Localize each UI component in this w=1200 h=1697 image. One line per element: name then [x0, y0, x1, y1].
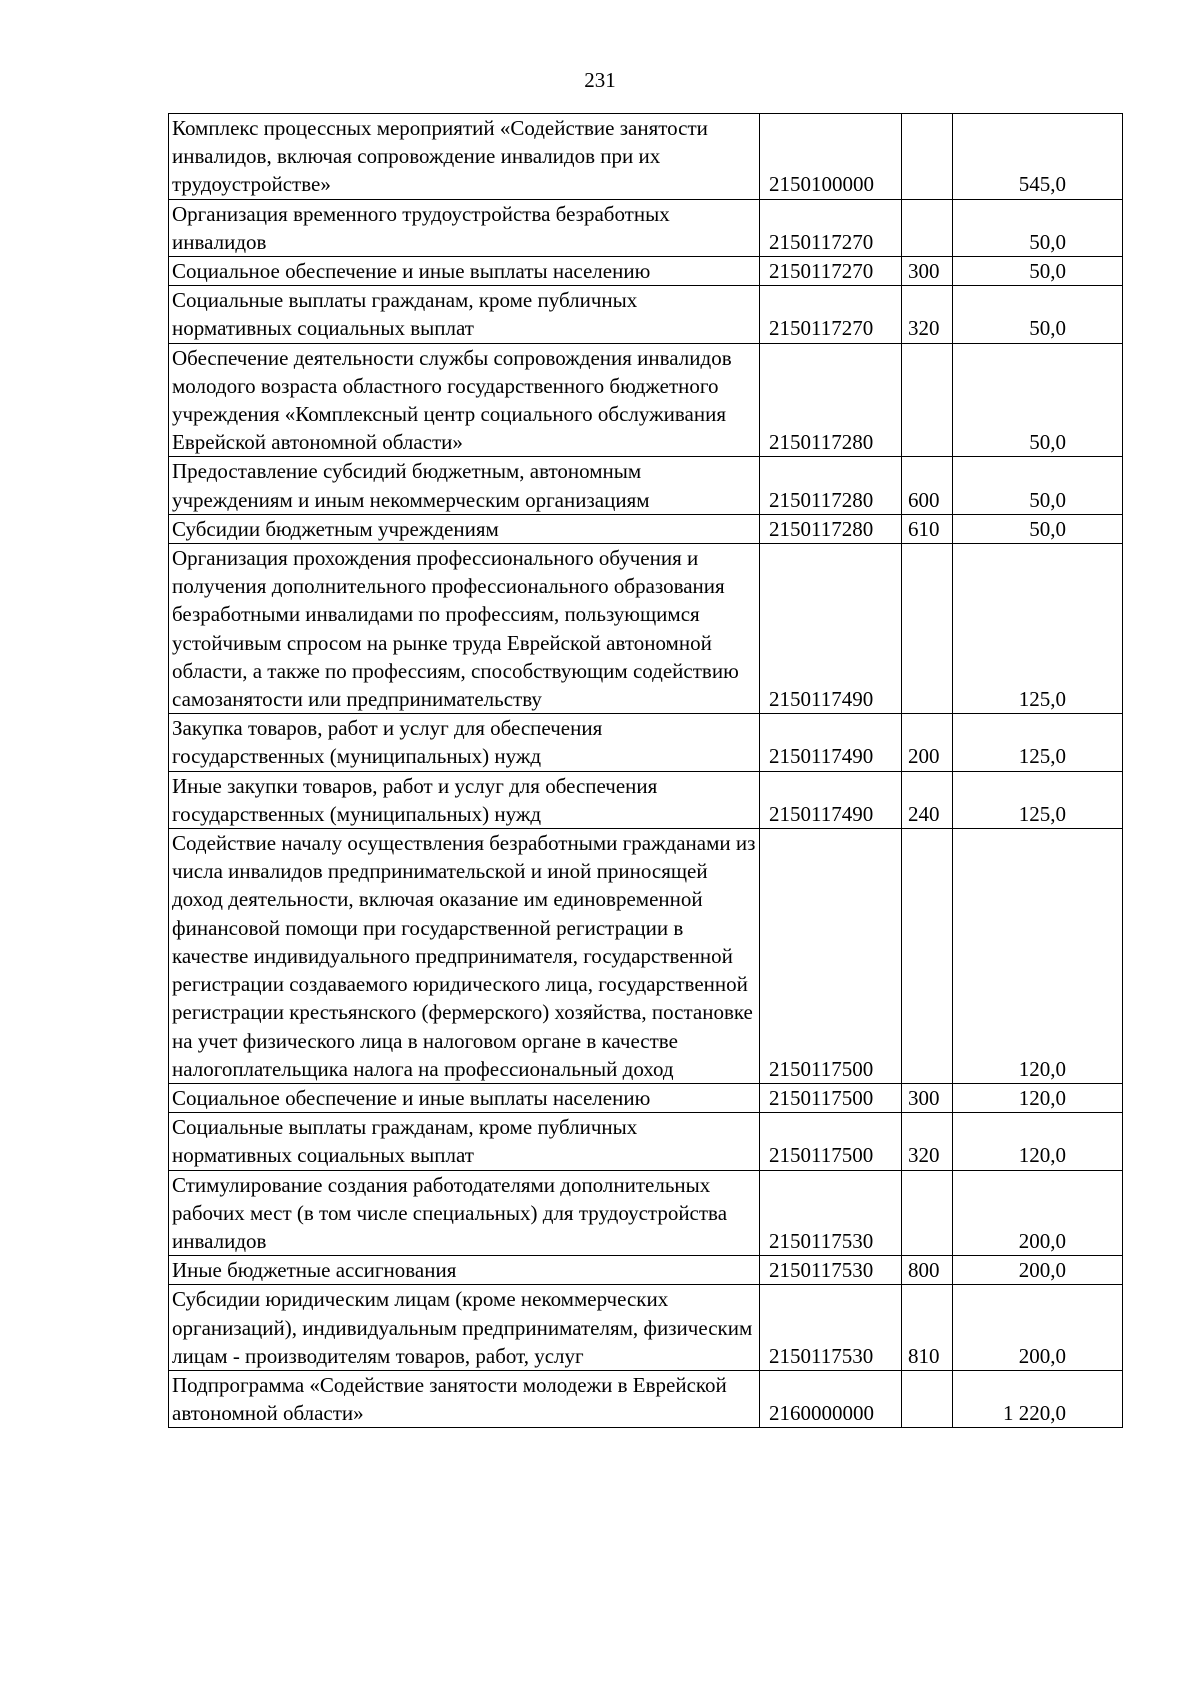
row-amount-cell: 120,0 — [953, 1113, 1123, 1170]
row-expense-type-cell — [902, 1170, 953, 1256]
row-name-cell: Социальное обеспечение и иные выплаты населению — [169, 257, 760, 286]
table-row — [169, 457, 1123, 514]
row-name-cell: Субсидии юридическим лицам (кроме некоммерческих организаций), индивидуальным предпринимателям, физическим лицам - производителям товаров, работ, услуг — [169, 1285, 760, 1371]
row-amount-cell: 120,0 — [953, 1083, 1123, 1112]
row-name-cell: Социальные выплаты гражданам, кроме публичных нормативных социальных выплат — [169, 1113, 760, 1170]
row-code-cell: 2150117280 — [760, 514, 902, 543]
page-number: 231 — [584, 68, 616, 92]
row-amount-cell: 125,0 — [953, 544, 1123, 714]
table-row — [169, 514, 1123, 543]
row-code-cell: 2150117270 — [760, 199, 902, 256]
row-name-cell: Социальное обеспечение и иные выплаты населению — [169, 1083, 760, 1112]
row-expense-type-cell — [902, 829, 953, 1084]
table-row — [169, 1170, 1123, 1256]
row-code-cell: 2150117270 — [760, 257, 902, 286]
table-row — [169, 199, 1123, 256]
row-code-cell: 2150117500 — [760, 1113, 902, 1170]
row-amount-cell: 50,0 — [953, 199, 1123, 256]
row-code-cell: 2150117280 — [760, 457, 902, 514]
row-code-cell: 2160000000 — [760, 1370, 902, 1427]
row-expense-type-cell — [902, 544, 953, 714]
row-expense-type-cell: 320 — [902, 1113, 953, 1170]
row-expense-type-cell — [902, 343, 953, 457]
table-row — [169, 714, 1123, 771]
row-code-cell: 2150117530 — [760, 1285, 902, 1371]
row-code-cell: 2150117530 — [760, 1256, 902, 1285]
table-row — [169, 257, 1123, 286]
budget-table — [168, 113, 1123, 1428]
row-code-cell: 2150117490 — [760, 771, 902, 828]
row-amount-cell: 50,0 — [953, 286, 1123, 343]
row-code-cell: 2150117490 — [760, 714, 902, 771]
row-expense-type-cell: 610 — [902, 514, 953, 543]
table-row — [169, 544, 1123, 714]
row-name-cell: Комплекс процессных мероприятий «Содействие занятости инвалидов, включая сопровождение инвалидов при их трудоустройстве» — [169, 114, 760, 200]
row-amount-cell: 200,0 — [953, 1285, 1123, 1371]
table-row — [169, 286, 1123, 343]
row-code-cell: 2150100000 — [760, 114, 902, 200]
row-name-cell: Подпрограмма «Содействие занятости молодежи в Еврейской автономной области» — [169, 1370, 760, 1427]
row-code-cell: 2150117530 — [760, 1170, 902, 1256]
row-expense-type-cell: 200 — [902, 714, 953, 771]
table-row — [169, 1256, 1123, 1285]
table-row — [169, 1285, 1123, 1371]
table-row — [169, 1370, 1123, 1427]
row-name-cell: Организация прохождения профессионального обучения и получения дополнительного профессионального образования безработными инвалидами по профессиям, пользующимся устойчивым спросом на рынке труда Еврейской автономной области, а также по профессиям, способствующим содействию самозанятости или предпринимательству — [169, 544, 760, 714]
row-expense-type-cell: 600 — [902, 457, 953, 514]
row-name-cell: Субсидии бюджетным учреждениям — [169, 514, 760, 543]
row-expense-type-cell: 300 — [902, 1083, 953, 1112]
budget-table-body — [169, 114, 1123, 1428]
row-name-cell: Стимулирование создания работодателями дополнительных рабочих мест (в том числе специальных) для трудоустройства инвалидов — [169, 1170, 760, 1256]
row-code-cell: 2150117500 — [760, 1083, 902, 1112]
table-row — [169, 829, 1123, 1084]
row-code-cell: 2150117500 — [760, 829, 902, 1084]
row-name-cell: Иные закупки товаров, работ и услуг для обеспечения государственных (муниципальных) нужд — [169, 771, 760, 828]
row-amount-cell: 1 220,0 — [953, 1370, 1123, 1427]
table-row — [169, 114, 1123, 200]
table-row — [169, 1083, 1123, 1112]
row-expense-type-cell — [902, 114, 953, 200]
row-code-cell: 2150117270 — [760, 286, 902, 343]
row-name-cell: Иные бюджетные ассигнования — [169, 1256, 760, 1285]
row-amount-cell: 50,0 — [953, 514, 1123, 543]
table-row — [169, 343, 1123, 457]
row-amount-cell: 125,0 — [953, 714, 1123, 771]
row-name-cell: Закупка товаров, работ и услуг для обеспечения государственных (муниципальных) нужд — [169, 714, 760, 771]
row-code-cell: 2150117280 — [760, 343, 902, 457]
row-amount-cell: 200,0 — [953, 1256, 1123, 1285]
row-name-cell: Обеспечение деятельности службы сопровождения инвалидов молодого возраста областного государственного бюджетного учреждения «Комплексный центр социального обслуживания Еврейской автономной области» — [169, 343, 760, 457]
row-code-cell: 2150117490 — [760, 544, 902, 714]
table-row — [169, 1113, 1123, 1170]
row-expense-type-cell: 320 — [902, 286, 953, 343]
row-expense-type-cell: 800 — [902, 1256, 953, 1285]
row-expense-type-cell — [902, 199, 953, 256]
row-expense-type-cell: 240 — [902, 771, 953, 828]
row-expense-type-cell: 810 — [902, 1285, 953, 1371]
table-row — [169, 771, 1123, 828]
row-name-cell: Организация временного трудоустройства безработных инвалидов — [169, 199, 760, 256]
row-amount-cell: 50,0 — [953, 257, 1123, 286]
row-amount-cell: 50,0 — [953, 343, 1123, 457]
row-amount-cell: 125,0 — [953, 771, 1123, 828]
row-name-cell: Предоставление субсидий бюджетным, автономным учреждениям и иным некоммерческим организациям — [169, 457, 760, 514]
row-amount-cell: 50,0 — [953, 457, 1123, 514]
row-expense-type-cell — [902, 1370, 953, 1427]
row-amount-cell: 545,0 — [953, 114, 1123, 200]
row-amount-cell: 200,0 — [953, 1170, 1123, 1256]
row-amount-cell: 120,0 — [953, 829, 1123, 1084]
row-expense-type-cell: 300 — [902, 257, 953, 286]
row-name-cell: Социальные выплаты гражданам, кроме публичных нормативных социальных выплат — [169, 286, 760, 343]
row-name-cell: Содействие началу осуществления безработными гражданами из числа инвалидов предпринимательской и иной приносящей доход деятельности, включая оказание им единовременной финансовой помощи при государственной регистрации в качестве индивидуального предпринимателя, государственной регистрации создаваемого юридического лица, государственной регистрации крестьянского (фермерского) хозяйства, постановке на учет физического лица в налоговом органе в качестве налогоплательщика налога на профессиональный доход — [169, 829, 760, 1084]
